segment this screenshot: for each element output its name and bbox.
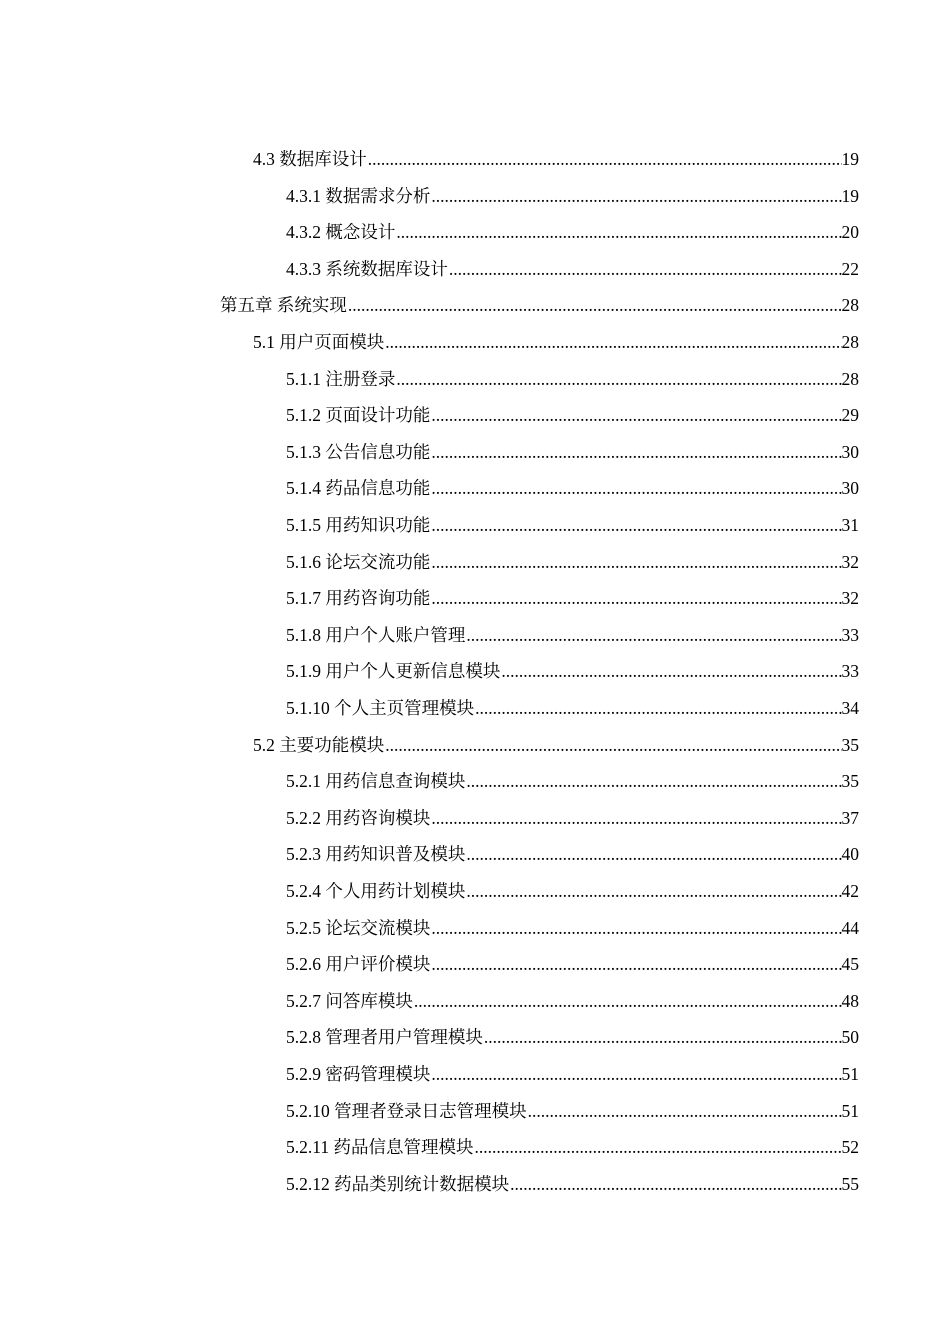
toc-entry[interactable] — [286, 800, 859, 836]
toc-entry-title: 5.2.4 个人用药计划模块 — [286, 881, 466, 901]
toc-entry[interactable] — [286, 178, 859, 214]
toc-entry-title: 5.1.9 用户个人更新信息模块 — [286, 661, 501, 682]
dot-leader — [384, 324, 841, 360]
toc-entry[interactable] — [286, 470, 859, 506]
toc-entry-title: 5.2.3 用药知识普及模块 — [286, 844, 466, 865]
dot-leader — [448, 251, 842, 287]
toc-entry-page-number: 48 — [841, 990, 859, 1011]
toc-entry[interactable] — [286, 1166, 859, 1202]
toc-entry[interactable] — [220, 287, 859, 323]
toc-entry-title: 5.2.9 密码管理模块 — [286, 1064, 431, 1084]
dot-leader — [465, 763, 841, 799]
dot-leader — [430, 910, 841, 946]
toc-entry-page-number: 28 — [841, 368, 859, 389]
toc-entry[interactable] — [286, 361, 859, 397]
dot-leader — [527, 1093, 842, 1129]
toc-entry[interactable] — [286, 690, 859, 726]
toc-entry[interactable] — [286, 873, 859, 909]
toc-entry[interactable] — [253, 324, 859, 360]
toc-entry-title: 5.2.12 药品类别统计数据模块 — [286, 1173, 510, 1194]
toc-entry-page-number: 33 — [841, 661, 859, 682]
toc-entry-page-number: 51 — [841, 1064, 859, 1084]
toc-entry[interactable] — [286, 507, 859, 543]
toc-entry[interactable] — [253, 141, 859, 177]
toc-entry[interactable] — [286, 1056, 859, 1092]
toc-entry-title: 5.2.1 用药信息查询模块 — [286, 771, 466, 792]
toc-entry-page-number: 45 — [841, 954, 859, 975]
dot-leader — [465, 873, 841, 909]
toc-entry-title: 5.1.10 个人主页管理模块 — [286, 698, 475, 718]
toc-entry-title: 5.1.7 用药咨询功能 — [286, 588, 431, 609]
toc-entry[interactable] — [286, 214, 859, 250]
toc-entry-page-number: 33 — [841, 624, 859, 645]
toc-entry-title: 4.3.2 概念设计 — [286, 222, 396, 243]
dot-leader — [430, 178, 841, 214]
toc-entry-title: 5.2.8 管理者用户管理模块 — [286, 1027, 483, 1048]
toc-entry-title: 4.3 数据库设计 — [253, 149, 367, 169]
toc-entry-title: 5.1.5 用药知识功能 — [286, 515, 431, 535]
dot-leader — [430, 507, 841, 543]
toc-entry-page-number: 50 — [841, 1027, 859, 1048]
toc-entry-page-number: 35 — [841, 734, 859, 755]
dot-leader — [430, 1056, 841, 1092]
toc-entry-title: 5.2.2 用药咨询模块 — [286, 807, 431, 828]
toc-entry-page-number: 32 — [841, 588, 859, 609]
toc-entry[interactable] — [286, 763, 859, 799]
toc-entry-title: 4.3.1 数据需求分析 — [286, 185, 431, 206]
toc-entry[interactable] — [286, 397, 859, 433]
toc-entry-page-number: 19 — [841, 149, 859, 169]
toc-entry-page-number: 28 — [841, 295, 859, 316]
toc-entry-title: 5.2.7 问答库模块 — [286, 990, 413, 1011]
toc-entry-page-number: 42 — [841, 881, 859, 901]
toc-entry[interactable] — [286, 836, 859, 872]
toc-entry-title: 5.1.8 用户个人账户管理 — [286, 624, 466, 645]
toc-entry-page-number: 37 — [841, 807, 859, 828]
dot-leader — [413, 983, 842, 1019]
toc-entry-page-number: 40 — [841, 844, 859, 865]
dot-leader — [430, 544, 841, 580]
toc-entry[interactable] — [286, 653, 859, 689]
toc-entry-title: 5.2.10 管理者登录日志管理模块 — [286, 1100, 527, 1121]
toc-entry-page-number: 30 — [841, 478, 859, 499]
toc-entry-page-number: 32 — [841, 551, 859, 572]
dot-leader — [430, 434, 841, 470]
toc-entry-page-number: 28 — [841, 332, 859, 352]
dot-leader — [395, 214, 841, 250]
dot-leader — [384, 727, 841, 763]
toc-entry-title: 5.1.3 公告信息功能 — [286, 441, 431, 462]
dot-leader — [500, 653, 841, 689]
toc-entry-page-number: 52 — [841, 1137, 859, 1158]
dot-leader — [430, 800, 841, 836]
dot-leader — [465, 617, 841, 653]
toc-entry[interactable] — [286, 1129, 859, 1165]
toc-entry-page-number: 51 — [841, 1100, 859, 1121]
toc-entry[interactable] — [286, 434, 859, 470]
toc-entry[interactable] — [253, 727, 859, 763]
dot-leader — [465, 836, 841, 872]
toc-entry-page-number: 20 — [841, 222, 859, 243]
dot-leader — [367, 141, 842, 177]
toc-entry-page-number: 19 — [841, 185, 859, 206]
toc-entry-title: 5.1.4 药品信息功能 — [286, 478, 431, 499]
toc-entry-page-number: 44 — [841, 917, 859, 938]
toc-entry[interactable] — [286, 617, 859, 653]
toc-entry[interactable] — [286, 251, 859, 287]
dot-leader — [474, 690, 841, 726]
dot-leader — [430, 946, 841, 982]
toc-entry[interactable] — [286, 580, 859, 616]
toc-entry-title: 5.1 用户页面模块 — [253, 332, 385, 352]
toc-entry-page-number: 55 — [841, 1173, 859, 1194]
dot-leader — [347, 287, 842, 323]
dot-leader — [430, 397, 841, 433]
dot-leader — [473, 1129, 841, 1165]
dot-leader — [430, 470, 841, 506]
toc-entry-page-number: 34 — [841, 698, 859, 718]
toc-entry-title: 5.2.11 药品信息管理模块 — [286, 1137, 474, 1158]
toc-entry[interactable] — [286, 1019, 859, 1055]
dot-leader — [509, 1166, 841, 1202]
toc-entry-title: 5.1.6 论坛交流功能 — [286, 551, 431, 572]
toc-entry-page-number: 30 — [841, 441, 859, 462]
toc-entry[interactable] — [286, 544, 859, 580]
dot-leader — [395, 361, 841, 397]
toc-entry[interactable] — [286, 1093, 859, 1129]
toc-entry-title: 第五章 系统实现 — [220, 295, 347, 316]
toc-entry-title: 4.3.3 系统数据库设计 — [286, 258, 448, 279]
toc-entry-title: 5.2.5 论坛交流模块 — [286, 917, 431, 938]
toc-entry-title: 5.1.2 页面设计功能 — [286, 405, 431, 426]
toc-entry[interactable] — [286, 910, 859, 946]
toc-entry-page-number: 35 — [841, 771, 859, 792]
toc-entry-page-number: 29 — [841, 405, 859, 426]
dot-leader — [430, 580, 841, 616]
toc-entry[interactable] — [286, 946, 859, 982]
toc-entry-title: 5.2 主要功能模块 — [253, 734, 385, 755]
toc-entry-title: 5.1.1 注册登录 — [286, 368, 396, 389]
toc-entry[interactable] — [286, 983, 859, 1019]
toc-entry-page-number: 31 — [841, 515, 859, 535]
toc-entry-title: 5.2.6 用户评价模块 — [286, 954, 431, 975]
toc-entry-page-number: 22 — [841, 258, 859, 279]
dot-leader — [483, 1019, 842, 1055]
